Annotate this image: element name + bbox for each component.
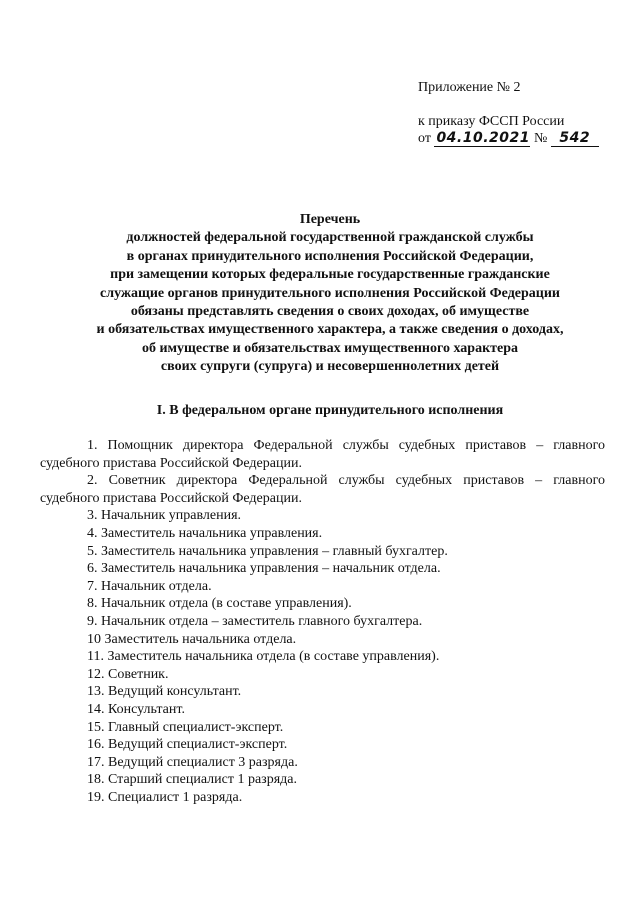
annex-date-line bbox=[418, 131, 599, 147]
title-line: в органах принудительного исполнения Российской Федерации, bbox=[126, 248, 534, 264]
title-line: должностей федеральной государственной гражданской службы bbox=[126, 230, 534, 246]
list-item: 4. Заместитель начальника управления. bbox=[87, 525, 323, 541]
list-item: 10 Заместитель начальника отдела. bbox=[87, 631, 297, 647]
list-item: 11. Заместитель начальника отдела (в составе управления). bbox=[87, 649, 440, 665]
handwritten-number: 542 bbox=[551, 131, 599, 147]
list-item: 19. Специалист 1 разряда. bbox=[87, 789, 243, 805]
list-item: 3. Начальник управления. bbox=[87, 508, 242, 524]
annex-title: Приложение № 2 bbox=[418, 80, 521, 95]
title-line: при замещении которых федеральные государственные гражданские bbox=[110, 267, 550, 283]
document-title bbox=[40, 211, 620, 377]
title-line: обязаны представлять сведения о своих доходах, об имуществе bbox=[130, 304, 530, 320]
list-item: 16. Ведущий специалист-эксперт. bbox=[87, 737, 288, 753]
list-item: 2. Советник директора Федеральной службы судебных приставов – главного судебного пристава Российской Федерации. bbox=[40, 473, 605, 506]
list-item: 6. Заместитель начальника управления – начальник отдела. bbox=[87, 561, 441, 577]
list-item: 1. Помощник директора Федеральной службы судебных приставов – главного судебного пристава Российской Федерации. bbox=[40, 438, 605, 471]
title-line: служащие органов принудительного исполнения Российской Федерации bbox=[100, 285, 560, 301]
list-item: 7. Начальник отдела. bbox=[87, 578, 212, 594]
annex-from-label: от bbox=[418, 131, 431, 146]
annex-number-label: № bbox=[533, 131, 548, 146]
title-line: об имуществе и обязательствах имущественного характера bbox=[141, 340, 519, 356]
title-line: и обязательствах имущественного характера, а также сведения о доходах, bbox=[96, 322, 564, 338]
annex-order-ref: к приказу ФССП России bbox=[418, 114, 565, 129]
list-item: 8. Начальник отдела (в составе управления). bbox=[87, 596, 352, 612]
section-heading: I. В федеральном органе принудительного исполнения bbox=[156, 403, 504, 418]
list-item: 5. Заместитель начальника управления – главный бухгалтер. bbox=[87, 543, 448, 559]
list-item: 13. Ведущий консультант. bbox=[87, 684, 242, 700]
title-line: своих супруги (супруга) и несовершеннолетних детей bbox=[160, 359, 500, 375]
title-line: Перечень bbox=[299, 212, 361, 227]
list-item: 9. Начальник отдела – заместитель главного бухгалтера. bbox=[87, 613, 423, 629]
list-item: 18. Старший специалист 1 разряда. bbox=[87, 772, 297, 788]
handwritten-date: 04.10.2021 bbox=[436, 130, 531, 146]
list-item: 17. Ведущий специалист 3 разряда. bbox=[87, 754, 298, 770]
position-list bbox=[40, 437, 617, 806]
list-item: 15. Главный специалист-эксперт. bbox=[87, 719, 284, 735]
list-item: 12. Советник. bbox=[87, 666, 169, 682]
list-item: 14. Консультант. bbox=[87, 701, 185, 717]
